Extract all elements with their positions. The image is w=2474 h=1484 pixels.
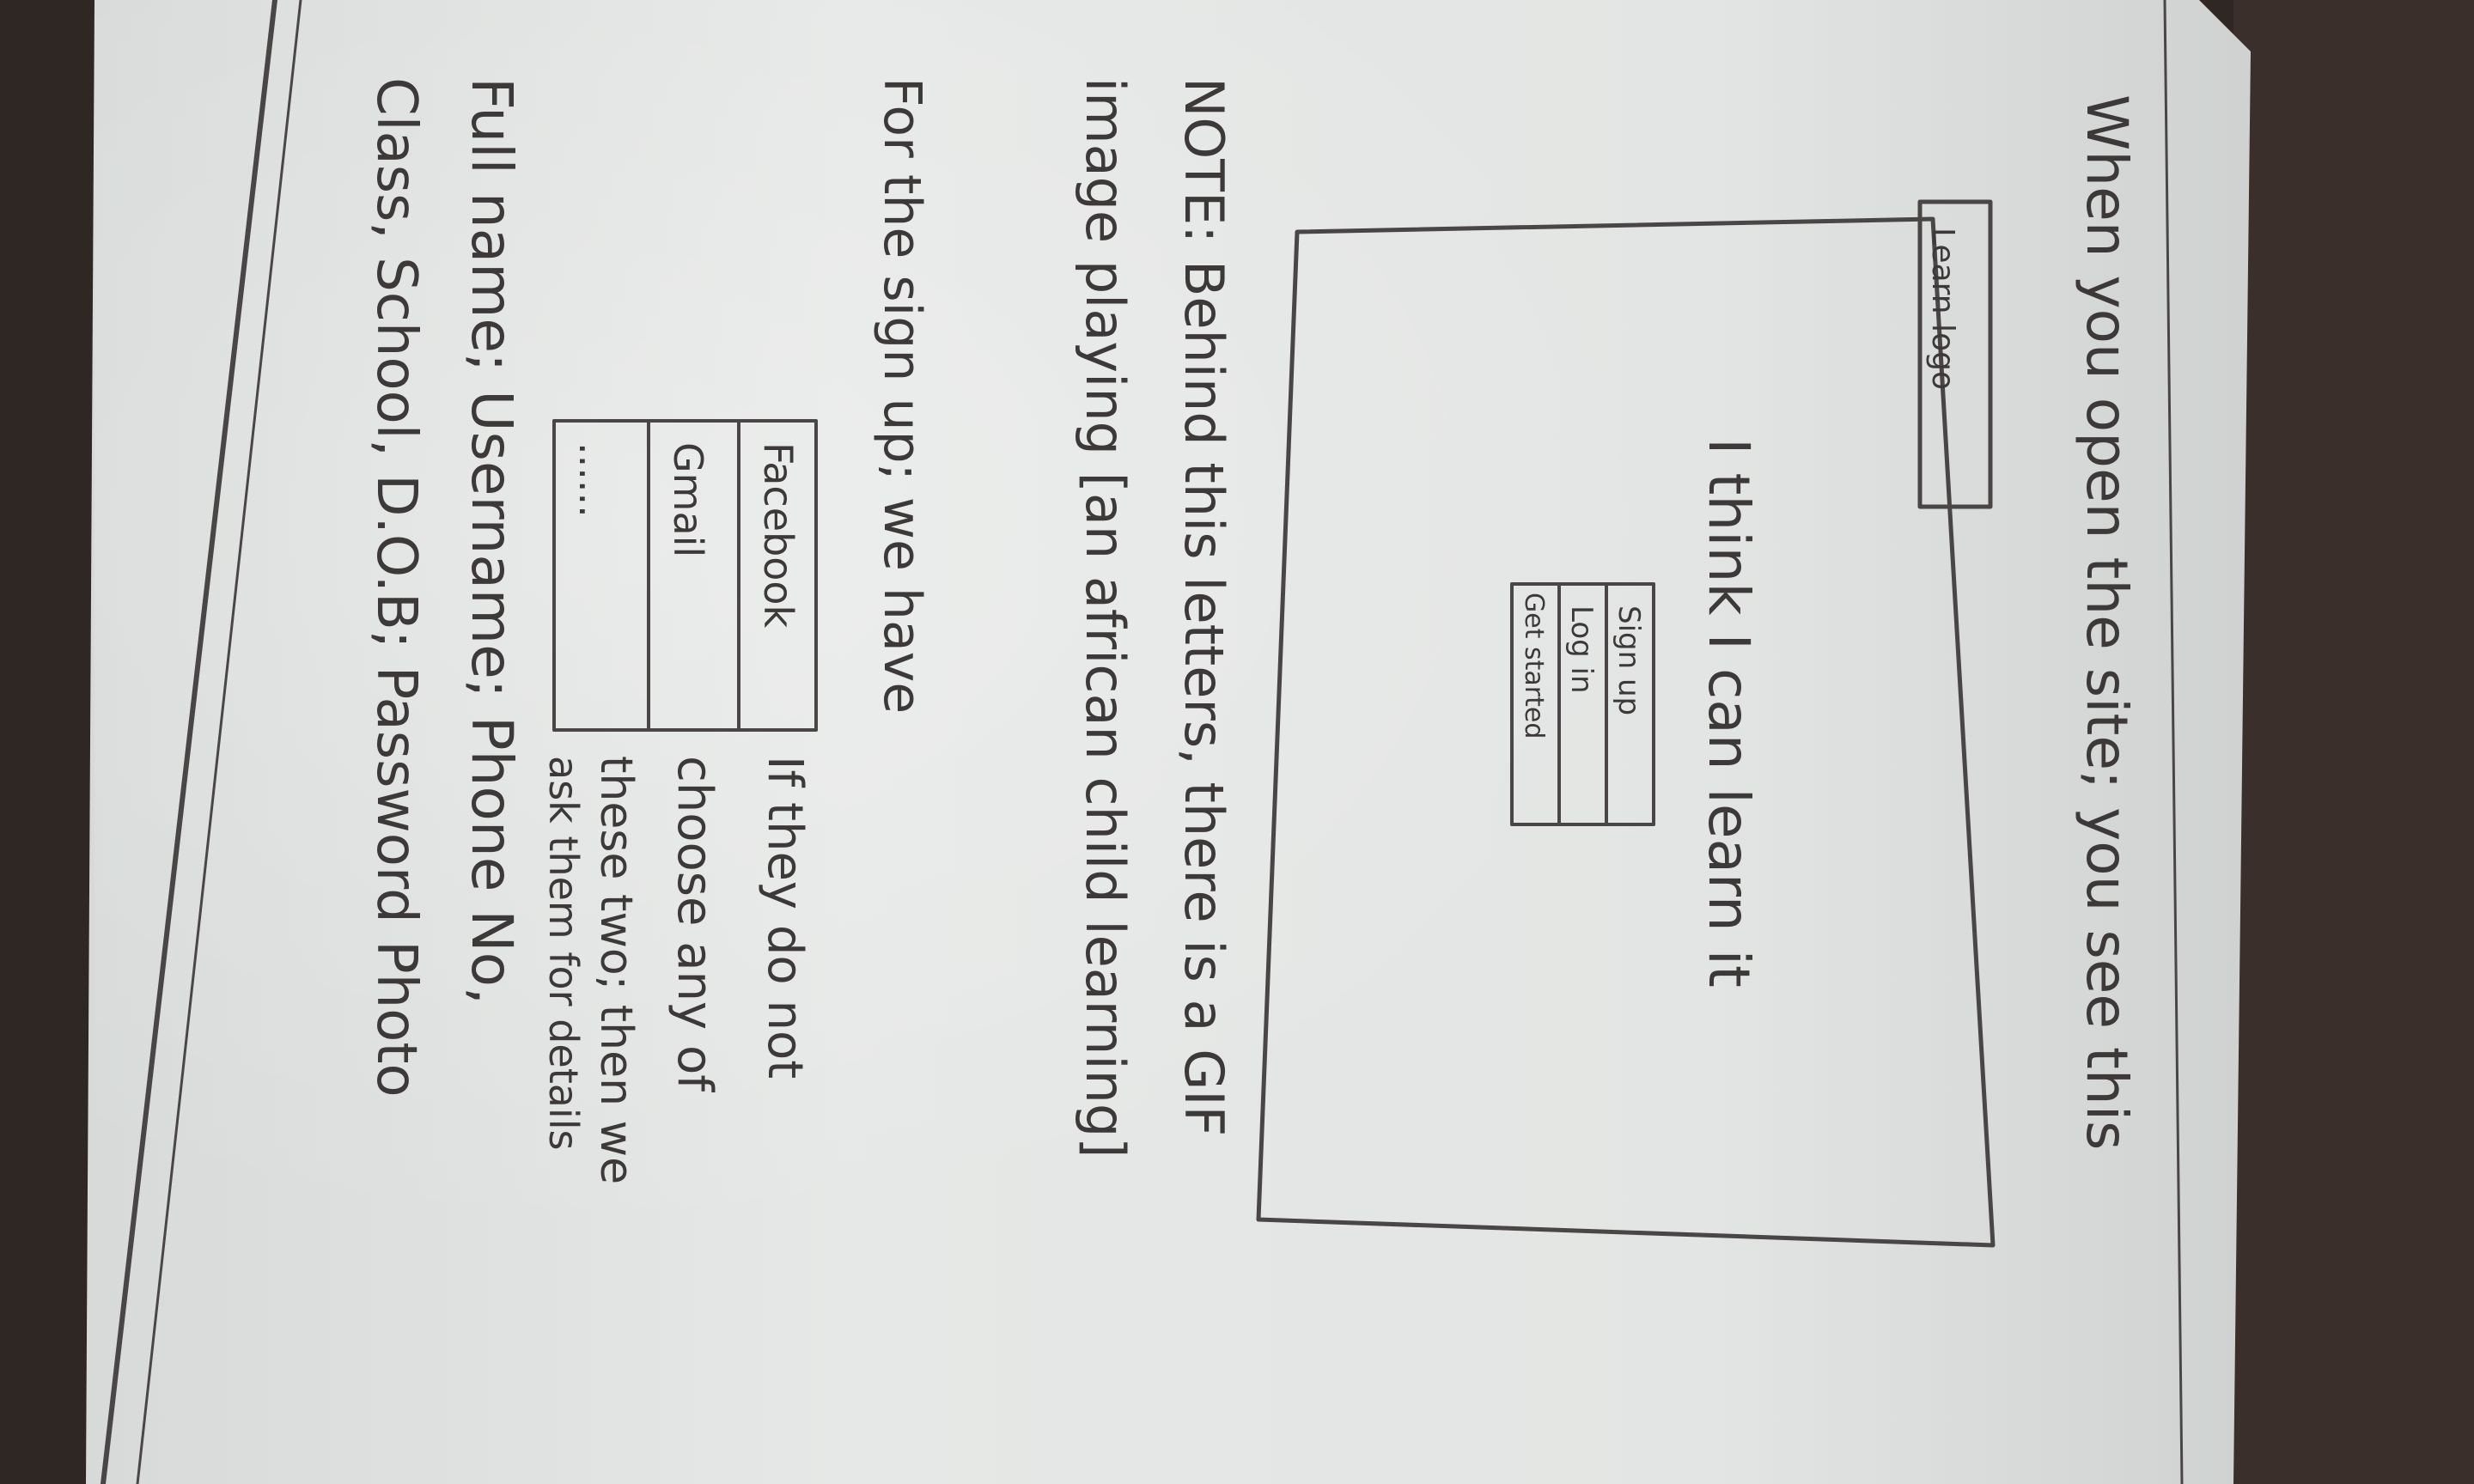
gmail-option[interactable]: Gmail	[665, 442, 711, 558]
log-in-button[interactable]: Log in	[1564, 605, 1599, 694]
signup-intro-text: For the sign up; we have	[872, 77, 932, 715]
fields-line-1: Full name; Username; Phone No,	[459, 77, 525, 1006]
facebook-option[interactable]: Facebook	[755, 442, 801, 629]
more-options: ......	[570, 442, 617, 518]
fallback-line-1: If they do not	[757, 756, 813, 1080]
sign-up-button[interactable]: Sign up	[1612, 605, 1646, 716]
note-line-1: NOTE: Behind this letters, there is a GIF	[1173, 77, 1235, 1137]
get-started-button[interactable]: Get started	[1519, 593, 1549, 739]
note-line-2: image playing [an african child learning]	[1074, 77, 1136, 1159]
fields-line-2: Class, School, D.O.B; Password Photo	[364, 77, 428, 1098]
table-edge	[2233, 0, 2474, 1484]
fallback-line-2: choose any of	[667, 756, 722, 1092]
tagline-text: I think I can learn it	[1696, 438, 1762, 988]
heading-text: When you open the site; you see this	[2074, 94, 2140, 1151]
fallback-line-4: ask them for details	[540, 756, 587, 1151]
fallback-line-3: these two; then we	[590, 756, 642, 1185]
logo-label: Learn logo	[1925, 228, 1960, 390]
